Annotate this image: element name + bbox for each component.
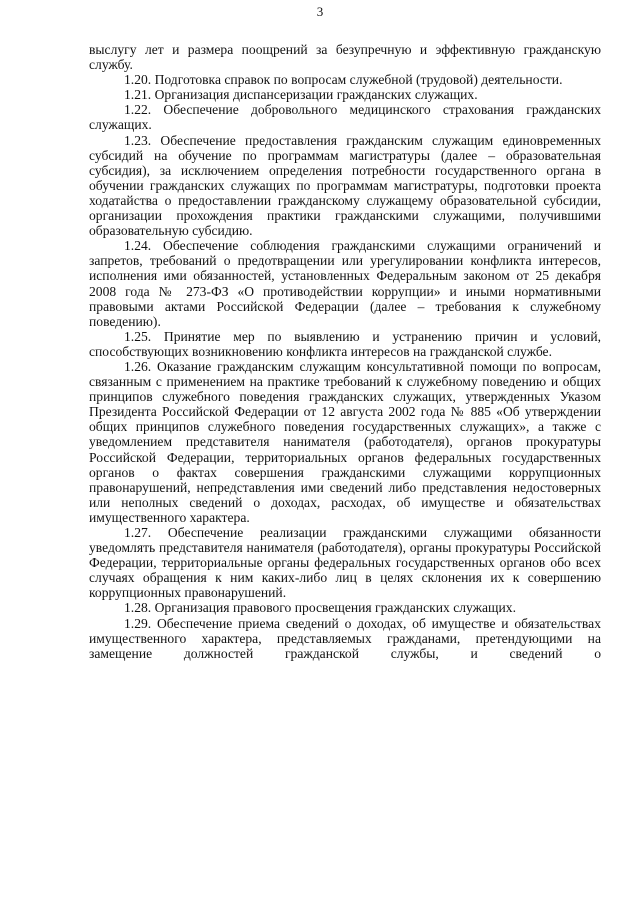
paragraph-1-23: 1.23. Обеспечение предоставления гражданским служащим единовременных субсидий на обучение по программам магистратуры (далее – образовательная субсидия), за исключением определения потребности государственного органа в обучении гражданских служащих по программам магистратуры, подготовки проекта ходатайства о предоставлении гражданскому служащему образовательной субсидии, организации прохождения практики гражданскими служащими, получившими образовательную субсидию. [89,132,601,239]
paragraph-1-20: 1.20. Подготовка справок по вопросам служебной (трудовой) деятельности. [124,72,563,88]
paragraph-continuation: выслугу лет и размера поощрений за безупречную и эффективную гражданскую службу. [89,42,601,73]
paragraph-1-25: 1.25. Принятие мер по выявлению и устранению причин и условий, способствующих возникновению конфликта интересов на гражданской службе. [89,328,601,359]
paragraph-1-22: 1.22. Обеспечение добровольного медицинского страхования гражданских служащих. [89,102,601,133]
paragraph-1-21: 1.21. Организация диспансеризации гражданских служащих. [124,87,478,103]
paragraph-1-29: 1.29. Обеспечение приема сведений о доходах, об имуществе и обязательствах имущественного характера, представляемых гражданами, претендующими на замещение должностей гражданской службы, и сведений о [89,615,601,661]
document-body [89,42,601,661]
page-number: 3 [316,4,324,19]
paragraph-1-26: 1.26. Оказание гражданским служащим консультативной помощи по вопросам, связанным с применением на практике требований к служебному поведению и общих принципов служебного поведения гражданских служащих, утвержденных Указом Президента Российской Федерации от 12 августа 2002 года № 885 «Об утверждении общих принципов служебного поведения государственных служащих», а также с уведомлением представителя нанимателя (работодателя), органов прокуратуры Российской Федерации, территориальных органов федеральных государственных органов о фактах совершения гражданскими служащими коррупционных правонарушений, непредставления ими сведений либо представления недостоверных или неполных сведений о доходах, расходах, об имуществе и обязательствах имущественного характера. [89,358,601,525]
paragraph-1-24: 1.24. Обеспечение соблюдения гражданскими служащими ограничений и запретов, требований о предотвращении или урегулировании конфликта интересов, исполнения ими обязанностей, установленных Федеральным законом от 25 декабря 2008 года № 273-ФЗ «О противодействии коррупции» и иными нормативными правовыми актами Российской Федерации (далее – требования к служебному поведению). [89,238,601,329]
paragraph-1-28: 1.28. Организация правового просвещения гражданских служащих. [124,600,516,616]
paragraph-1-27: 1.27. Обеспечение реализации гражданскими служащими обязанности уведомлять представителя нанимателя (работодателя), органы прокуратуры Российской Федерации, территориальные органы федеральных государственных органов обо всех случаях обращения к ним каких-либо лиц в целях склонения их к совершению коррупционных правонарушений. [89,525,601,601]
